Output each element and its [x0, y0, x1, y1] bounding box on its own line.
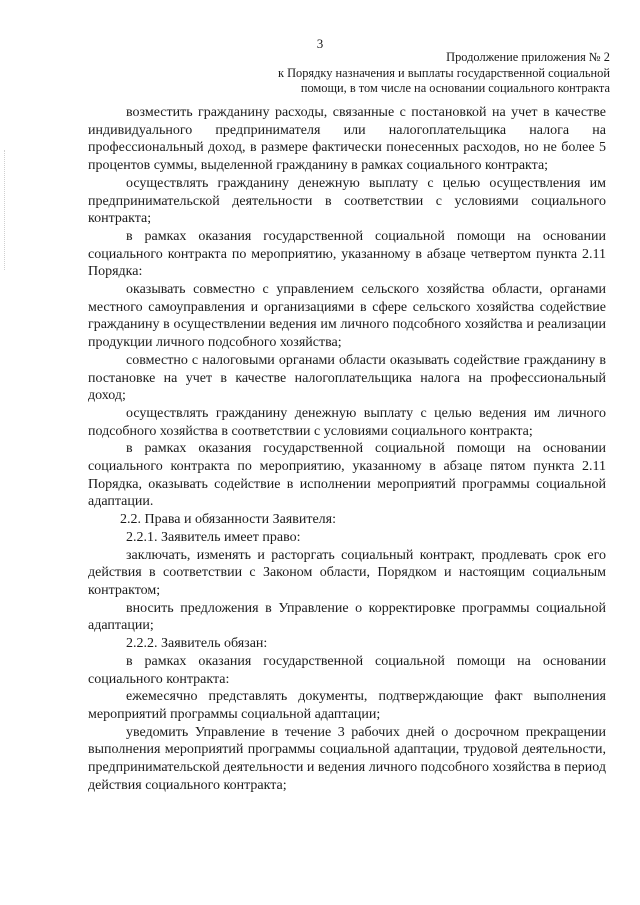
- paragraph-measure-fifth: в рамках оказания государственной социальной помощи на основании социального контракта по мероприятию, указанному в абзаце пятом пункта 2.11 Порядка, оказывать содействие в исполнении мероприятий программы социальной адаптации.: [88, 441, 606, 510]
- appendix-header: [210, 50, 610, 97]
- paragraph-conclude-contract: заключать, изменять и расторгать социальный контракт, продлевать срок его действия в соответствии с Законом области, Порядком и настоящим социальным контрактом;: [88, 547, 606, 598]
- paragraph-notify-administration: уведомить Управление в течение 3 рабочих дней о досрочном прекращении выполнения мероприятий программы социальной адаптации, трудовой деятельности, предпринимательской деятельности и ведения личного подсобного хозяйства в период действия социального контракта;: [88, 724, 606, 793]
- paragraph-assist-farming: оказывать совместно с управлением сельского хозяйства области, органами местного самоуправления и организациями в сфере сельского хозяйства содействие гражданину в осуществлении ведения им личного подсобного хозяйства и реализации продукции личного подсобного хозяйства;: [88, 282, 606, 351]
- paragraph-submit-proposals: вносить предложения в Управление о корректировке программы социальной адаптации;: [88, 600, 606, 634]
- paragraph-reimburse-registration: возместить гражданину расходы, связанные с постановкой на учет в качестве индивидуального предпринимателя или налогоплательщика налога на профессиональный доход, в размере фактически понесенных расходов, но не более 5 процентов суммы, выделенной гражданину в рамках социального контракта;: [88, 105, 606, 174]
- paragraph-payment-farming: осуществлять гражданину денежную выплату с целью ведения им личного подсобного хозяйства в соответствии с условиями социального контракта;: [88, 405, 606, 439]
- paragraph-payment-entrepreneurship: осуществлять гражданину денежную выплату с целью осуществления им предпринимательской деятельности в соответствии с условиями социального контракта;: [88, 175, 606, 227]
- appendix-header-line-1: Продолжение приложения № 2: [446, 50, 610, 64]
- page-number: 3: [316, 36, 324, 51]
- paragraph-measure-fourth: в рамках оказания государственной социальной помощи на основании социального контракта по мероприятию, указанному в абзаце четвертом пункта 2.11 Порядка:: [88, 228, 606, 280]
- scan-edge-mark: [4, 150, 7, 270]
- paragraph-monthly-documents: ежемесячно представлять документы, подтверждающие факт выполнения мероприятий программы социальной адаптации;: [88, 689, 606, 722]
- subsection-heading-applicant-must: 2.2.2. Заявитель обязан:: [126, 636, 268, 652]
- document-body: [88, 104, 606, 794]
- appendix-header-line-3: помощи, в том числе на основании социального контракта: [300, 81, 610, 95]
- appendix-header-line-2: к Порядку назначения и выплаты государственной социальной: [277, 65, 610, 80]
- paragraph-within-contract: в рамках оказания государственной социальной помощи на основании социального контракта:: [88, 653, 606, 687]
- paragraph-tax-registration: совместно с налоговыми органами области оказывать содействие гражданину в постановке на учет в качестве налогоплательщика налога на профессиональный доход;: [88, 352, 606, 404]
- section-heading-applicant-rights: 2.2. Права и обязанности Заявителя:: [120, 512, 336, 528]
- subsection-heading-applicant-may: 2.2.1. Заявитель имеет право:: [126, 529, 301, 545]
